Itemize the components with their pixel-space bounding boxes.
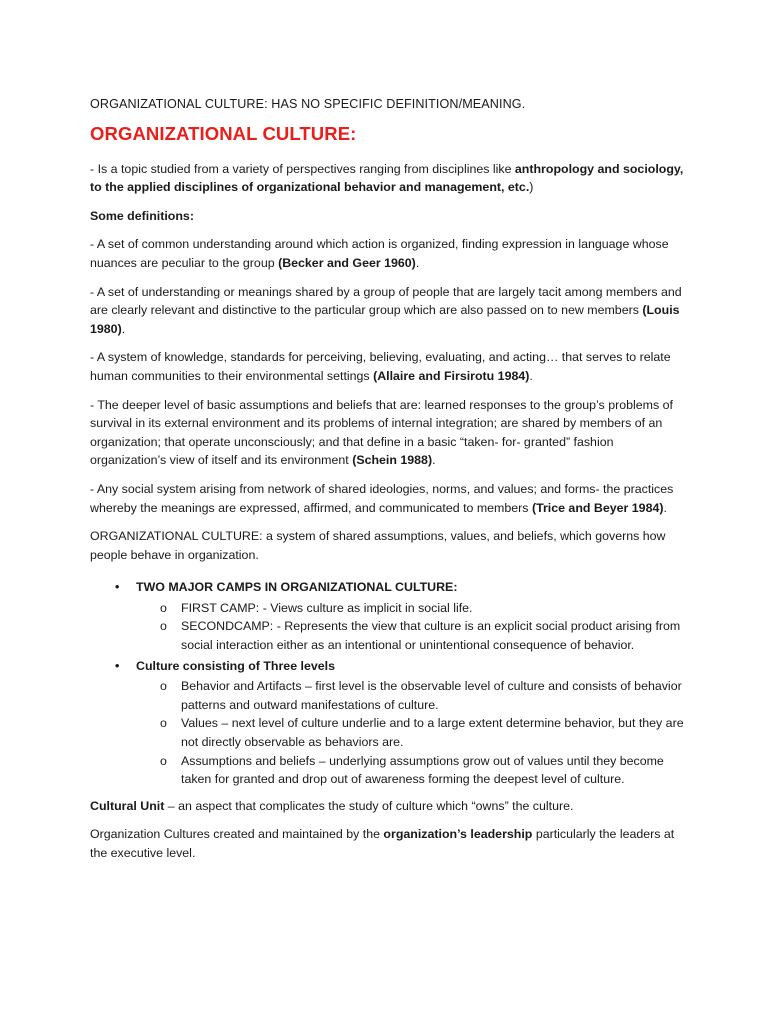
bullet-item xyxy=(90,578,690,654)
definition-end: . xyxy=(663,500,667,515)
cultural-unit-term: Cultural Unit xyxy=(90,798,165,813)
sub-item xyxy=(136,714,690,751)
intro-bold-text: anthropology and sociology, to the applied disciplines of organizational behavior and management, etc. xyxy=(90,161,684,195)
sub-item-text: Behavior and Artifacts – first level is the observable level of culture and consists of behavior patterns and outward manifestations of culture. xyxy=(181,679,682,712)
circle-bullet-icon: o xyxy=(160,679,167,694)
definition-end: . xyxy=(529,368,533,383)
definition-end: . xyxy=(415,255,420,270)
circle-bullet-icon: o xyxy=(160,716,167,731)
intro-end: ) xyxy=(529,180,534,195)
bullet-icon: • xyxy=(115,580,120,595)
definition-paragraph xyxy=(90,480,690,517)
definition-text: - A set of understanding or meanings shared by a group of people that are largely tacit among members and are clearly relevant and distinctive to the particular group which are also passed on to new members xyxy=(90,284,682,318)
intro-text: - Is a topic studied from a variety of perspectives ranging from disciplines like xyxy=(90,161,515,176)
circle-bullet-icon: o xyxy=(160,753,167,768)
document-title: ORGANIZATIONAL CULTURE: HAS NO SPECIFIC DEFINITION/MEANING. xyxy=(90,97,526,111)
sub-item xyxy=(136,599,690,618)
circle-bullet-icon: o xyxy=(160,600,167,615)
org-culture-definition: ORGANIZATIONAL CULTURE: a system of shared assumptions, values, and beliefs, which governs how people behave in organization. xyxy=(90,529,666,562)
definition-paragraph xyxy=(90,235,690,272)
bullet-list xyxy=(90,578,690,789)
definition-text: - A set of common understanding around which action is organized, finding expression in language whose nuances are peculiar to the group xyxy=(90,237,669,270)
definition-end: . xyxy=(121,321,126,336)
intro-paragraph xyxy=(90,160,690,197)
definition-text: - The deeper level of basic assumptions and beliefs that are: learned responses to the group’s problems of survival in its external environment and its problems of internal integration; are shared by members of an organization; that operate unconsciously; and that define in a basic “taken- for- granted” fashion organization’s view of itself and its environment xyxy=(90,397,673,468)
section-heading: ORGANIZATIONAL CULTURE: xyxy=(90,122,357,144)
definition-citation: (Louis 1980) xyxy=(90,303,680,336)
closing-end: particularly the leaders at the executive level. xyxy=(90,827,675,860)
bullet-title: TWO MAJOR CAMPS IN ORGANIZATIONAL CULTURE: xyxy=(136,580,458,595)
sub-item-text: SECONDCAMP: - Represents the view that culture is an explicit social product arising from social interaction either as an intentional or unintentional consequence of behavior. xyxy=(181,619,681,653)
definition-paragraph xyxy=(90,348,690,385)
sub-list xyxy=(136,677,690,789)
definition-text: - Any social system arising from network of shared ideologies, norms, and values; and forms- the practices whereby the meanings are expressed, affirmed, and communicated to members xyxy=(90,481,674,515)
document-page xyxy=(90,95,690,873)
definition-citation: (Schein 1988) xyxy=(352,453,433,468)
sub-list xyxy=(136,599,690,655)
circle-bullet-icon: o xyxy=(160,619,167,634)
sub-item xyxy=(136,677,690,714)
closing-paragraph xyxy=(90,825,690,862)
closing-text: Organization Cultures created and maintained by the xyxy=(90,827,384,842)
sub-item xyxy=(136,617,690,654)
sub-item-text: Assumptions and beliefs – underlying assumptions grow out of values until they become taken for granted and drop out of awareness forming the deepest level of culture. xyxy=(181,753,664,787)
definition-paragraph xyxy=(90,283,690,339)
bullet-item xyxy=(90,657,690,789)
closing-bold-text: organization’s leadership xyxy=(383,827,533,842)
definition-text: - A system of knowledge, standards for perceiving, believing, evaluating, and acting… that serves to relate human communities to their environmental settings xyxy=(90,350,671,383)
definition-citation: (Becker and Geer 1960) xyxy=(278,255,416,270)
definitions-heading: Some definitions: xyxy=(90,208,194,223)
bullet-icon: • xyxy=(115,658,120,673)
cultural-unit-text: – an aspect that complicates the study of culture which “owns” the culture. xyxy=(164,798,574,813)
definition-citation: (Trice and Beyer 1984) xyxy=(531,500,664,515)
cultural-unit-paragraph xyxy=(90,797,690,816)
bullet-title: Culture consisting of Three levels xyxy=(136,658,335,673)
definition-end: . xyxy=(432,453,436,468)
definition-citation: (Allaire and Firsirotu 1984) xyxy=(373,368,530,383)
sub-item xyxy=(136,752,690,789)
definition-paragraph xyxy=(90,396,690,470)
sub-item-text: Values – next level of culture underlie and to a large extent determine behavior, but they are not directly observable as behaviors are. xyxy=(181,716,684,750)
sub-item-text: FIRST CAMP: - Views culture as implicit in social life. xyxy=(181,600,473,615)
